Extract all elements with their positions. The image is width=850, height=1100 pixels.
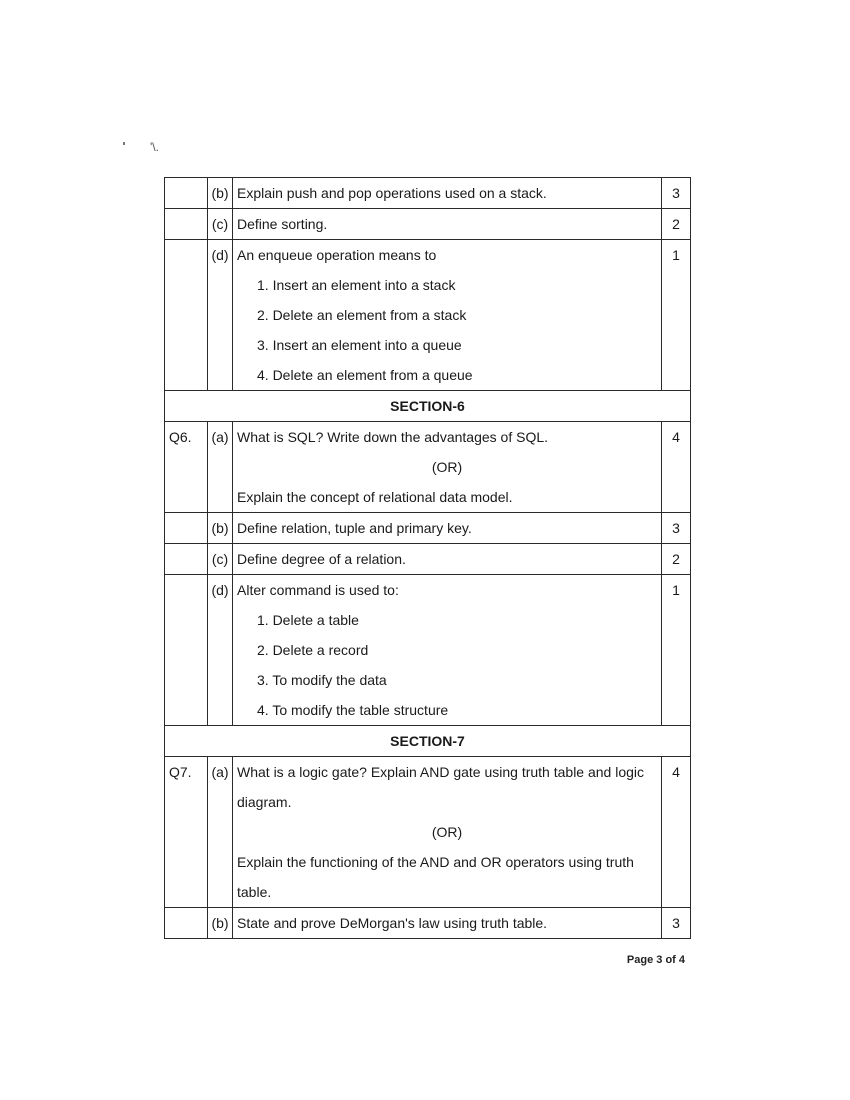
marks: 1 (662, 575, 691, 726)
table-row (165, 757, 691, 908)
question-text: State and prove DeMorgan's law using truth table. (233, 908, 662, 939)
marks: 2 (662, 544, 691, 575)
alternate-question-text-continued: table. (237, 884, 272, 900)
alternate-question-text: Explain the functioning of the AND and OR operators using truth (237, 854, 634, 870)
section-heading: SECTION-7 (165, 726, 691, 757)
question-text: Define degree of a relation. (233, 544, 662, 575)
marks: 4 (662, 757, 691, 908)
option-item: 4. Delete an element from a queue (257, 367, 473, 383)
part-label: (d) (208, 575, 233, 726)
marks: 3 (662, 908, 691, 939)
question-number-cell (165, 178, 208, 209)
question-text: What is SQL? Write down the advantages of SQL. (237, 429, 549, 445)
section-row (165, 726, 691, 757)
marks: 3 (662, 178, 691, 209)
options-list (237, 270, 657, 390)
question-number: Q7. (165, 757, 208, 908)
question-text: What is a logic gate? Explain AND gate using truth table and logic (237, 764, 645, 780)
table-row (165, 240, 691, 391)
or-separator: (OR) (431, 824, 463, 840)
table-row (165, 575, 691, 726)
part-label: (d) (208, 240, 233, 391)
question-number: Q6. (165, 422, 208, 513)
option-item: 2. Delete a record (257, 642, 369, 658)
option-item: 2. Delete an element from a stack (257, 307, 467, 323)
part-label: (c) (208, 544, 233, 575)
part-label: (a) (208, 757, 233, 908)
table-row (165, 513, 691, 544)
marks: 3 (662, 513, 691, 544)
marks: 2 (662, 209, 691, 240)
question-text: Alter command is used to: (237, 582, 399, 598)
alternate-question-text: Explain the concept of relational data model. (237, 489, 513, 505)
part-label: (c) (208, 209, 233, 240)
question-text-continued: diagram. (237, 794, 292, 810)
option-item: 3. To modify the data (257, 672, 387, 688)
part-label: (b) (208, 178, 233, 209)
marks: 4 (662, 422, 691, 513)
part-label: (b) (208, 908, 233, 939)
option-item: 1. Delete a table (257, 612, 359, 628)
marks: 1 (662, 240, 691, 391)
question-text: Explain push and pop operations used on a stack. (233, 178, 662, 209)
table-row (165, 544, 691, 575)
scan-speck (123, 142, 125, 145)
table-row (165, 178, 691, 209)
options-list (237, 605, 657, 725)
or-separator: (OR) (431, 459, 463, 475)
table-row (165, 422, 691, 513)
question-table (164, 177, 691, 939)
section-row (165, 391, 691, 422)
option-item: 1. Insert an element into a stack (257, 277, 456, 293)
section-heading: SECTION-6 (165, 391, 691, 422)
part-label: (b) (208, 513, 233, 544)
scan-mark: '\. (150, 140, 159, 154)
question-text: Define relation, tuple and primary key. (233, 513, 662, 544)
page-number: Page 3 of 4 (626, 954, 685, 966)
option-item: 4. To modify the table structure (257, 702, 449, 718)
question-text: Define sorting. (233, 209, 662, 240)
question-text: An enqueue operation means to (237, 247, 437, 263)
table-row (165, 209, 691, 240)
part-label: (a) (208, 422, 233, 513)
option-item: 3. Insert an element into a queue (257, 337, 462, 353)
table-row (165, 908, 691, 939)
